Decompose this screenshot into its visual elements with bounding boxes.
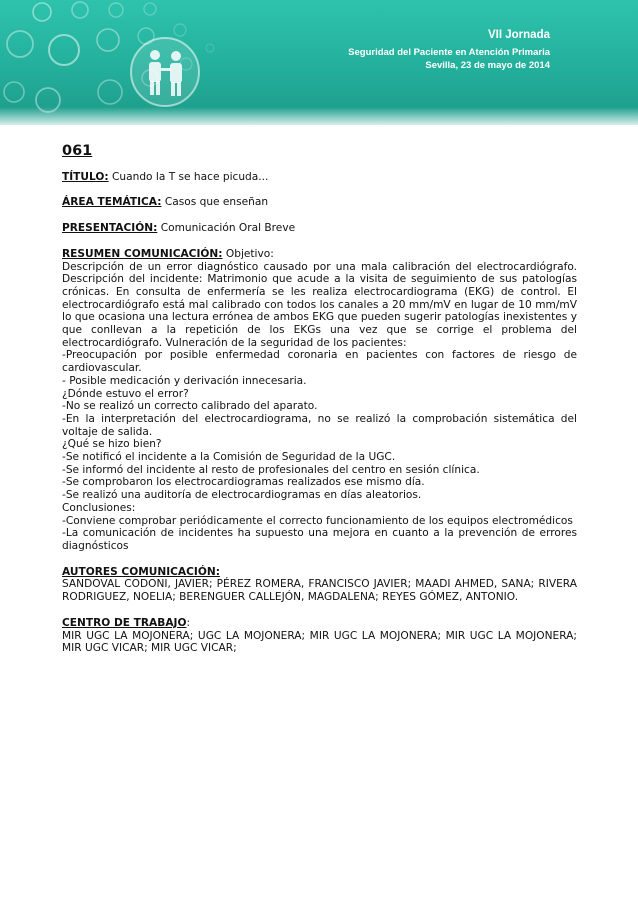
presentacion-field: [62, 222, 577, 235]
resumen-heading: [62, 248, 577, 261]
resumen-line: -No se realizó un correcto calibrado del aparato.: [62, 400, 318, 413]
centro-value: MIR UGC LA MOJONERA; UGC LA MOJONERA; MIR UGC LA MOJONERA; MIR UGC LA MOJONERA; MIR UGC VICAR; MIR UGC VICAR;: [62, 629, 577, 655]
centro-heading: [62, 617, 577, 630]
presentacion-label: PRESENTACIÓN:: [62, 222, 158, 235]
resumen-line: -Se realizó una auditoría de electrocardiogramas en días aleatorios.: [62, 489, 422, 502]
resumen-lead: Objetivo:: [225, 247, 274, 260]
resumen-line: -Se comprobaron los electrocardiogramas realizados ese mismo día.: [62, 476, 425, 489]
resumen-label: RESUMEN COMUNICACIÓN:: [62, 247, 223, 260]
header-fade: [0, 107, 638, 125]
event-date: Sevilla, 23 de mayo de 2014: [425, 60, 550, 71]
area-field: [62, 196, 577, 209]
area-value: Casos que enseñan: [164, 196, 269, 209]
resumen-section: [62, 248, 577, 553]
resumen-line: -Conviene comprobar periódicamente el correcto funcionamiento de los equipos electromédicos: [62, 514, 573, 527]
event-subtitle: Seguridad del Paciente en Atención Primaria: [348, 47, 550, 58]
resumen-line: Conclusiones:: [62, 501, 136, 514]
centro-colon: :: [186, 616, 191, 629]
titulo-label: TÍTULO:: [62, 170, 109, 183]
page-header: [0, 0, 638, 125]
area-label: ÁREA TEMÁTICA:: [62, 196, 162, 209]
resumen-line: ¿Qué se hizo bien?: [62, 438, 162, 451]
resumen-line: ¿Dónde estuvo el error?: [62, 387, 189, 400]
centro-label: CENTRO DE TRABAJO: [62, 616, 187, 629]
centro-section: [62, 617, 577, 655]
abstract-body: [62, 145, 577, 668]
autores-value: SANDOVAL CODONI, JAVIER; PÉREZ ROMERA, FRANCISCO JAVIER; MAADI AHMED, SANA; RIVERA RODRIGUEZ, NOELIA; BERENGUER CALLEJÓN, MAGDALENA; REYES GÓMEZ, ANTONIO.: [62, 578, 577, 604]
presentacion-value: Comunicación Oral Breve: [160, 222, 296, 235]
resumen-line: -La comunicación de incidentes ha supuesto una mejora en cuanto a la prevención de errores diagnósticos: [62, 527, 577, 552]
resumen-line: -En la interpretación del electrocardiograma, no se realizó la comprobación sistemática del voltaje de salida.: [62, 412, 577, 438]
autores-label: AUTORES COMUNICACIÓN:: [62, 565, 220, 578]
resumen-line: -Se informó del incidente al resto de profesionales del centro en sesión clínica.: [62, 463, 480, 476]
event-title: VII Jornada: [488, 29, 550, 41]
titulo-field: [62, 171, 577, 184]
titulo-value: Cuando la T se hace picuda...: [112, 170, 269, 183]
resumen-line: - Posible medicación y derivación innecesaria.: [62, 374, 307, 387]
resumen-line: -Se notificó el incidente a la Comisión de Seguridad de la UGC.: [62, 451, 396, 464]
resumen-line: -Preocupación por posible enfermedad coronaria en pacientes con factores de riesgo de cardiovascular.: [62, 349, 577, 375]
event-info: [348, 28, 550, 72]
resumen-paragraph: Descripción de un error diagnóstico causado por una mala calibración del electrocardiógrafo. Descripción del incidente: Matrimonio que acude a la visita de seguimiento de sus patologías crónicas. En consulta de enfermería se les realiza electrocardiograma (EKG) de control. El electrocardiógrafo está mal calibrado con todos los canales a 20 mm/mV en lugar de 10 mm/mV lo que ocasiona una lectura errónea de ambos EKG que pueden sugerir patologías inexistentes y que conllevan a la repetición de los EKGs una vez que se corrige el problema del electrocardiógrafo. Vulneración de la seguridad de los pacientes:: [62, 260, 577, 349]
autores-section: [62, 566, 577, 604]
abstract-code: 061: [62, 143, 93, 159]
